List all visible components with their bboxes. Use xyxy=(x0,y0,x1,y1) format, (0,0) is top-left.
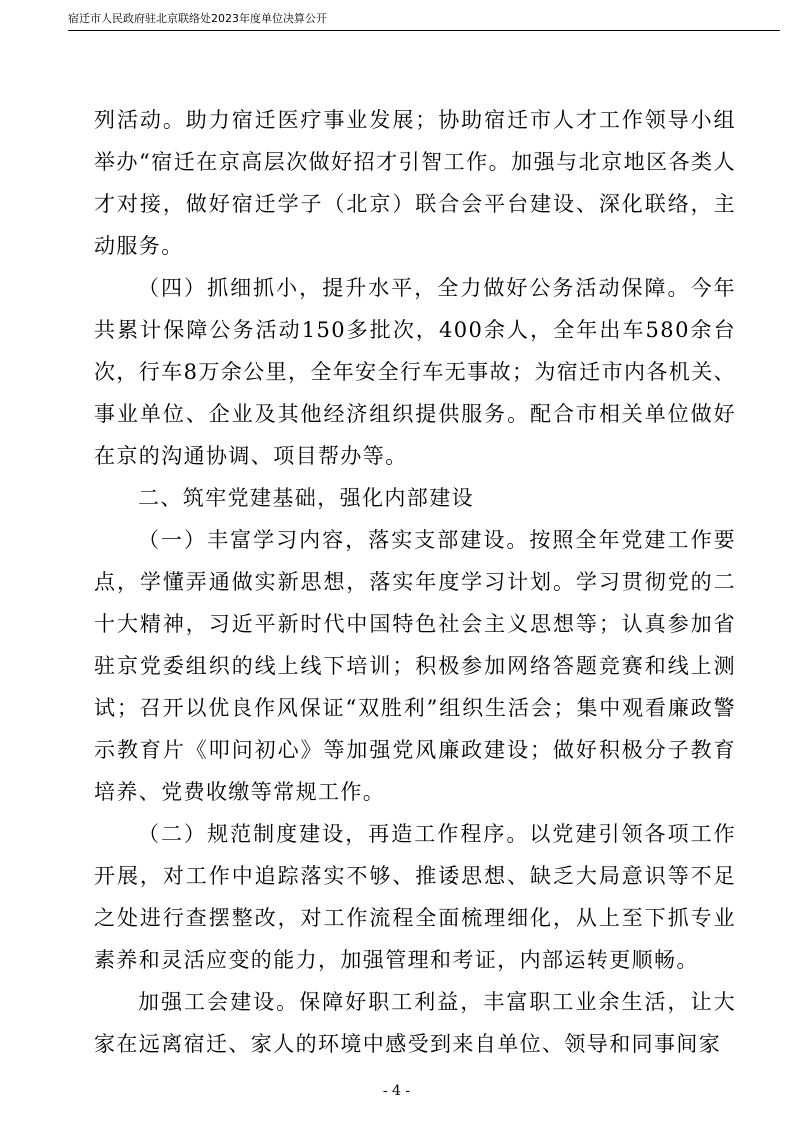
paragraph-section-4: （四）抓细抓小，提升水平，全力做好公务活动保障。今年共累计保障公务活动150多批次，400余人，全年出车580余台次，行车8万余公里，全年安全行车无事故；为宿迁市内各机关、事业单位、企业及其他经济组织提供服务。配合市相关单位做好在京的沟通协调、项目帮办等。 xyxy=(94,276,736,468)
document-header: 宿迁市人民政府驻北京联络处2023年度单位决算公开 xyxy=(68,12,327,25)
header-divider xyxy=(68,30,780,31)
page-number: - 4 - xyxy=(382,1083,411,1099)
section-heading-party-building: 二、筑牢党建基础，强化内部建设 xyxy=(138,486,474,510)
paragraph-subsection-2: （二）规范制度建设，再造工作程序。以党建引领各项工作开展，对工作中追踪落实不够、推诿思想、缺乏大局意识等不足之处进行查摆整改，对工作流程全面梳理细化，从上至下抓专业素养和灵活应变的能力，加强管理和考证，内部运转更顺畅。 xyxy=(94,822,736,972)
paragraph-union-building: 加强工会建设。保障好职工利益，丰富职工业余生活，让大家在远离宿迁、家人的环境中感受到来自单位、领导和同事间家 xyxy=(94,990,736,1056)
document-body xyxy=(94,99,736,1065)
paragraph-subsection-1: （一）丰富学习内容，落实支部建设。按照全年党建工作要点，学懂弄通做实新思想，落实年度学习计划。学习贯彻党的二十大精神，习近平新时代中国特色社会主义思想等；认真参加省驻京党委组织的线上线下培训；积极参加网络答题竞赛和线上测试；召开以优良作风保证“双胜利”组织生活会；集中观看廉政警示教育片《叩问初心》等加强党风廉政建设；做好积极分子教育培养、党费收缴等常规工作。 xyxy=(94,528,736,804)
paragraph-continuation: 列活动。助力宿迁医疗事业发展；协助宿迁市人才工作领导小组举办“宿迁在京高层次做好招才引智工作。加强与北京地区各类人才对接，做好宿迁学子（北京）联合会平台建设、深化联络，主动服务。 xyxy=(94,108,736,258)
